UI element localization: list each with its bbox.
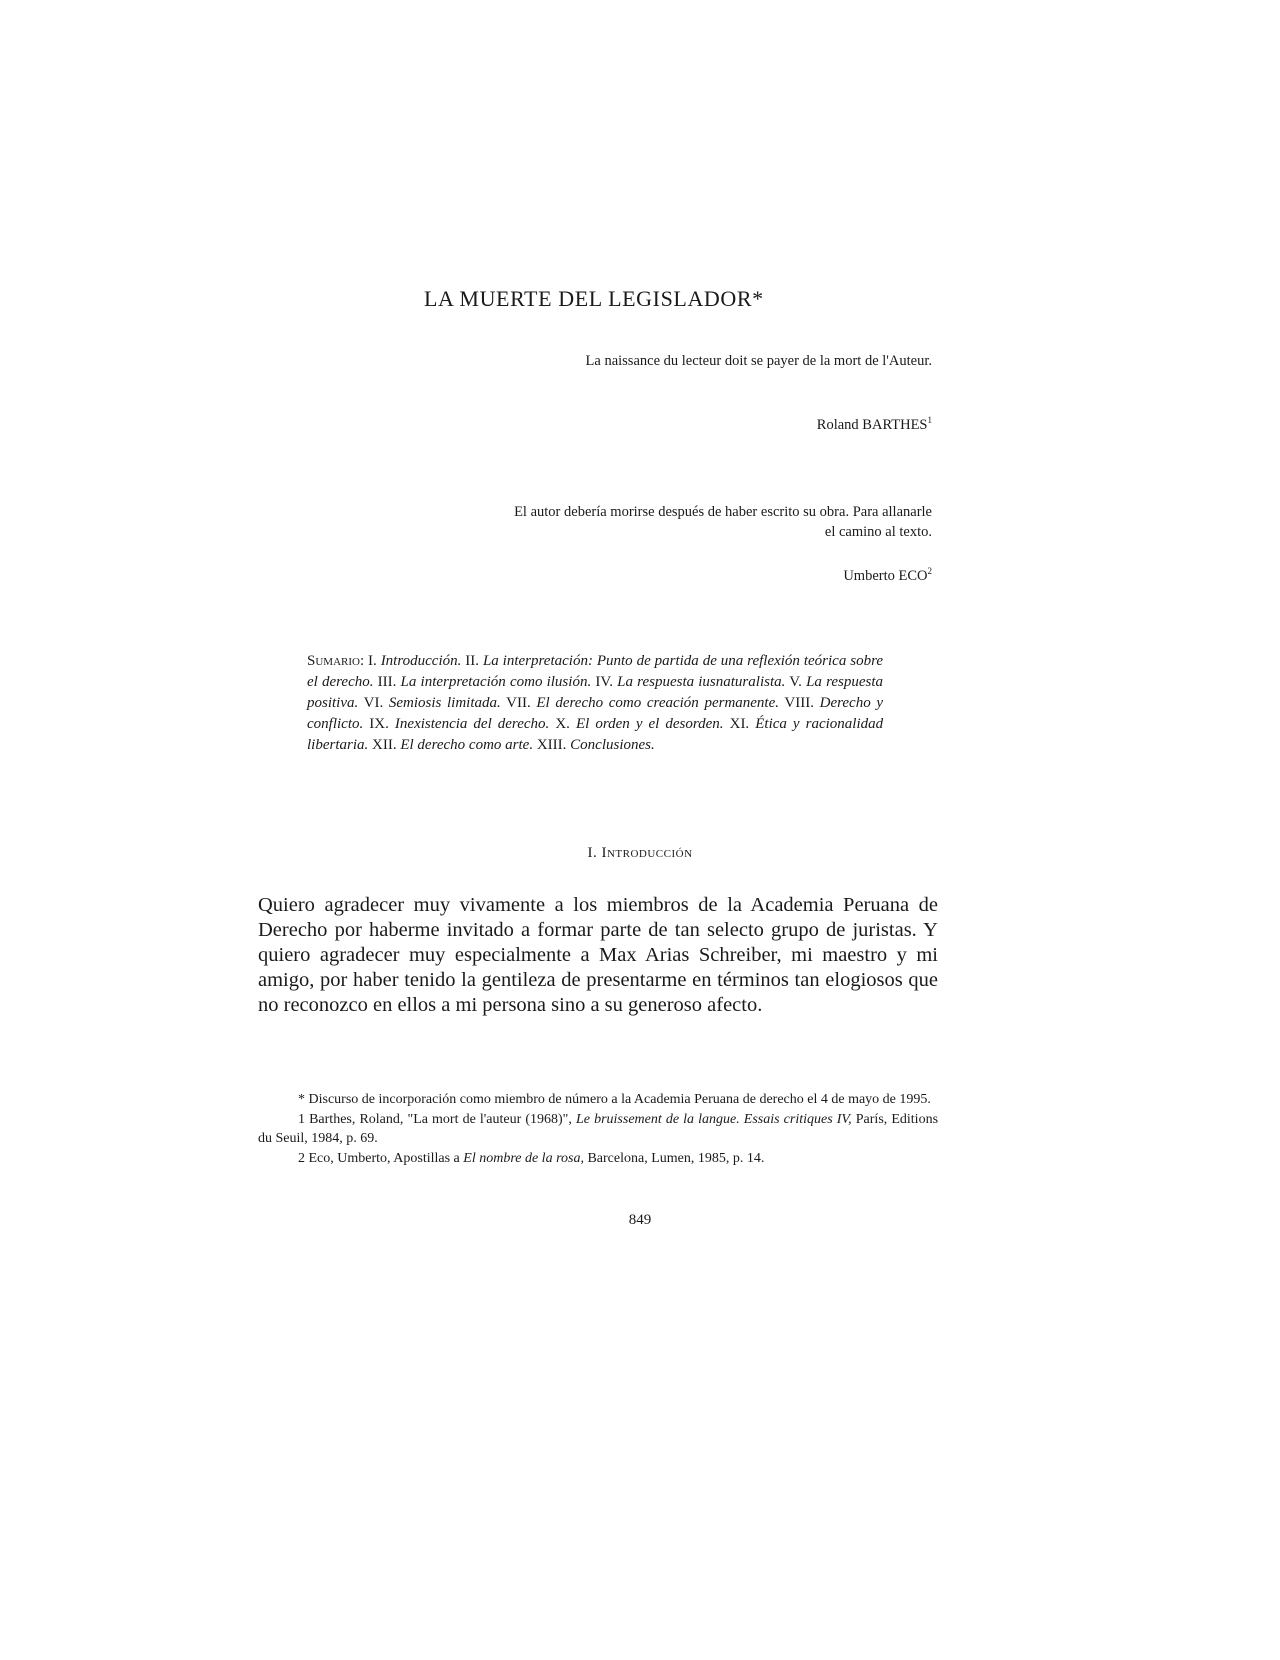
- section-heading: I. Introducción: [587, 845, 693, 861]
- summary-item: IX. Inexistencia del derecho.: [369, 716, 550, 732]
- summary-item: X. El orden y el desorden.: [555, 716, 724, 732]
- summary-item: VIII. Derecho y conflicto.: [307, 695, 884, 732]
- summary-item: VI. Semiosis limitada.: [363, 695, 501, 711]
- footnote: * Discurso de incorporación como miembro de número a la Academia Peruana de derecho el 4 de mayo de 1995.: [298, 1092, 931, 1107]
- footnotes: [258, 1090, 938, 1169]
- summary-item: XI. Ética y racionalidad libertaria.: [307, 716, 884, 753]
- summary-item: V. La respuesta positiva.: [307, 674, 884, 711]
- footnote: 1 Barthes, Roland, "La mort de l'auteur (1968)", Le bruissement de la langue. Essais critiques IV, París, Editions du Seuil, 1984, p. 69.: [258, 1112, 939, 1146]
- footnote: 2 Eco, Umberto, Apostillas a El nombre de la rosa, Barcelona, Lumen, 1985, p. 14.: [298, 1151, 765, 1166]
- epigraph-barthes-author: [817, 415, 932, 434]
- epigraph-eco-author: [843, 566, 932, 585]
- author-first-name: Roland: [816, 416, 859, 433]
- footnote-ref: 1: [927, 415, 932, 425]
- summary-item: XIII. Conclusiones.: [536, 737, 655, 753]
- epigraph-barthes-quote: La naissance du lecteur doit se payer de la mort de l'Auteur.: [585, 353, 932, 369]
- author-first-name: Umberto: [843, 567, 895, 584]
- epigraph-eco-quote: El autor debería morirse después de haber escrito su obra. Para allanarle el camino al texto.: [514, 504, 932, 540]
- body-paragraph: Quiero agradecer muy vivamente a los miembros de la Academia Peruana de Derecho por haberme invitado a formar parte de tan selecto grupo de juristas. Y quiero agradecer muy especialmente a Max Arias Schreiber, mi maestro y mi amigo, por haber tenido la gentileza de presentarme en términos tan elogiosos que no reconozco en ellos a mi persona sino a su generoso afecto.: [258, 894, 938, 1016]
- summary-item: II. La interpretación: Punto de partida de una reflexión teórica sobre el derecho.: [307, 653, 884, 690]
- summary-label: Sumario:: [307, 653, 365, 669]
- footnote-ref: 2: [927, 566, 932, 576]
- summary-item: I. Introducción.: [368, 653, 462, 669]
- summary-block: [307, 651, 883, 756]
- article-title: LA MUERTE DEL LEGISLADOR*: [424, 286, 764, 311]
- summary-item: IV. La respuesta iusnaturalista.: [595, 674, 786, 690]
- summary-item: VII. El derecho como creación permanente.: [506, 695, 780, 711]
- summary-item: XII. El derecho como arte.: [372, 737, 534, 753]
- page-number: 849: [628, 1212, 652, 1228]
- author-last-name: BARTHES: [862, 416, 928, 433]
- author-last-name: ECO: [898, 567, 928, 584]
- summary-item: III. La interpretación como ilusión.: [377, 674, 592, 690]
